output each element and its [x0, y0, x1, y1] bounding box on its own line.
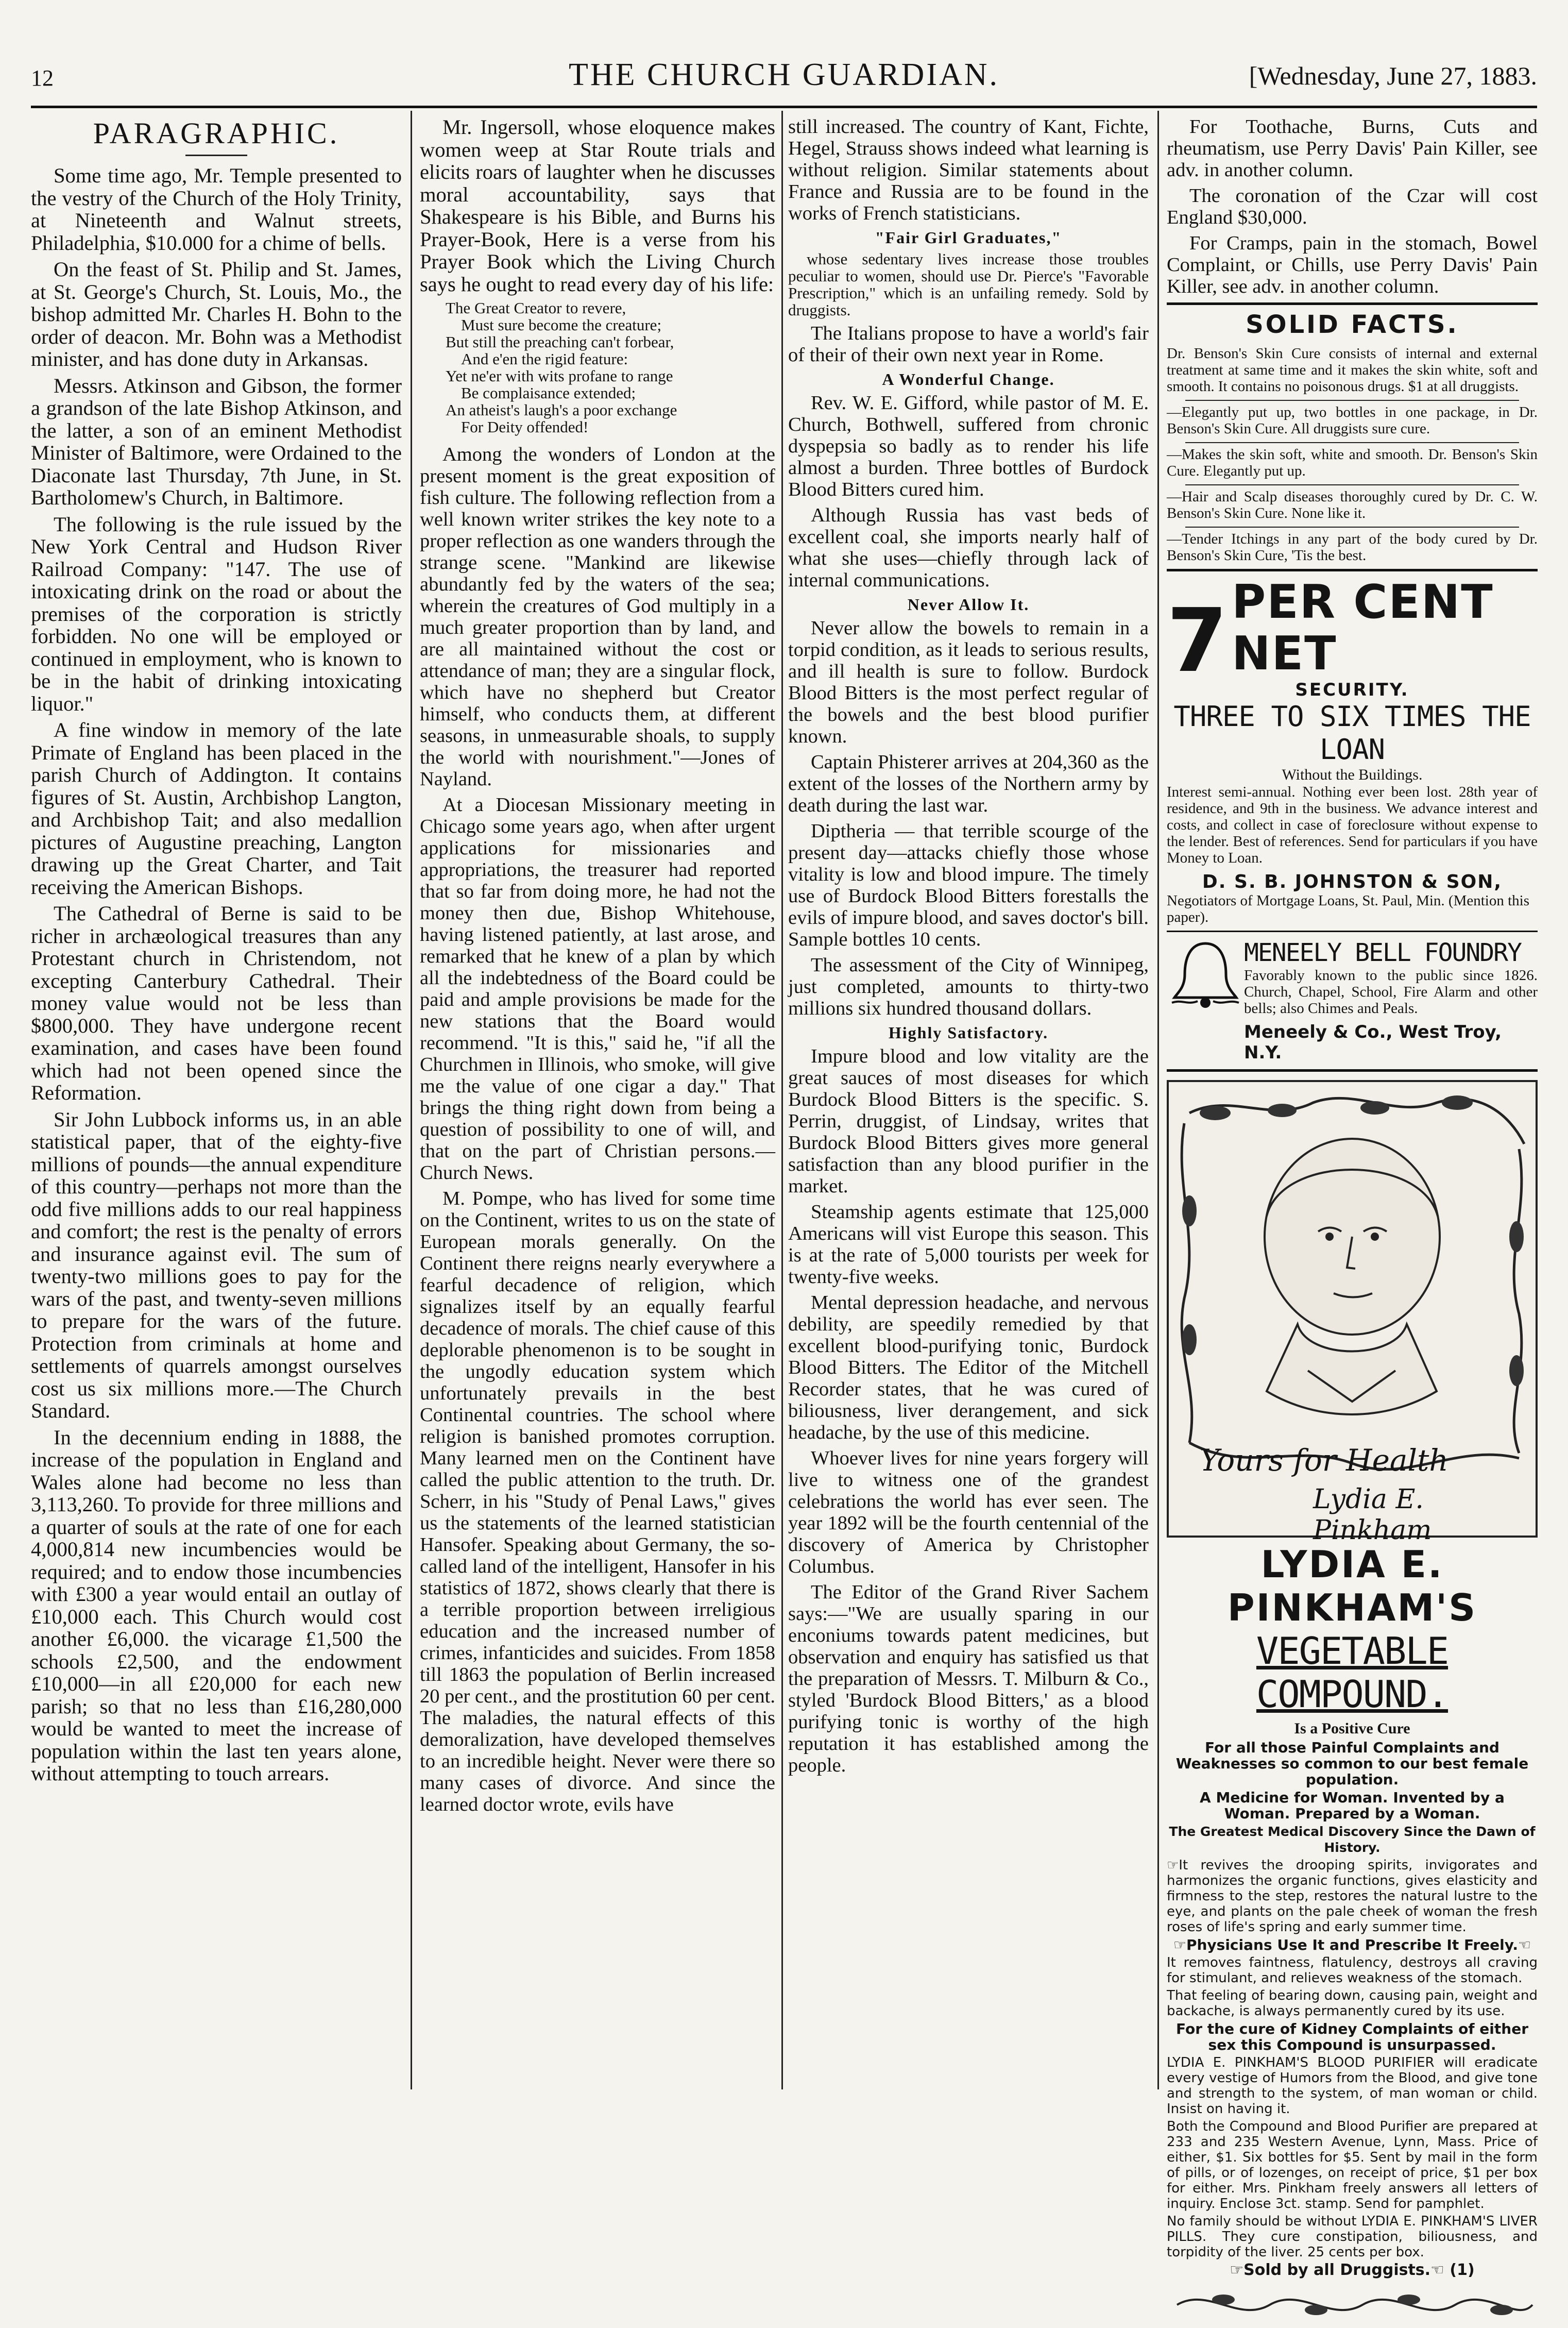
verse-line: Yet ne'er with wits profane to range	[446, 367, 673, 385]
pinkham-body: Both the Compound and Blood Purifier are prepared at 233 and 235 Western Avenue, Lynn, Mass. Price of either, $1. Six bottles for $5. Sent by mail in the form of pills, or of lozenges, on receipt of price, $1 per box for either. Mrs. Pinkham freely answers all letters of inquiry. Enclose 3ct. stamp. Send for pamphlet.	[1167, 2119, 1538, 2212]
article-paragraph: Captain Phisterer arrives at 204,360 as the extent of the losses of the Northern army by death during the last war.	[788, 751, 1149, 816]
article-paragraph: Steamship agents estimate that 125,000 Americans will vist Europe this season. This is at the rate of 5,000 tourists per week for twenty-five weeks.	[788, 1201, 1149, 1288]
article-paragraph: Impure blood and low vitality are the great sauces of most diseases for which Burdock Blood Bitters is the specific. S. Perrin, druggist, of Lindsay, writes that Burdock Blood Bitters gives more general satisfaction than any blood purifier in the market.	[788, 1045, 1149, 1197]
masthead-title: THE CHURCH GUARDIAN.	[568, 57, 1000, 92]
heading-rule	[185, 155, 247, 156]
ad-rule	[1167, 1069, 1538, 1072]
column-2	[420, 116, 775, 2089]
page-number: 12	[31, 65, 54, 91]
signature-line-2: Lydia E. Pinkham	[1313, 1484, 1432, 1546]
article-paragraph: Never allow the bowels to remain in a torpid condition, as it leads to serious results, and ill health is sure to follow. Burdock Blood Bitters is the most perfect regular of the bowels and the best blood purifier known.	[788, 617, 1149, 747]
ad-separator	[1185, 442, 1519, 443]
article-paragraph: For Cramps, pain in the stomach, Bowel Complaint, or Chills, use Perry Davis' Pain Killer, see adv. in another column.	[1167, 232, 1538, 297]
verse-line: But still the preaching can't forbear,	[446, 333, 674, 351]
article-paragraph: The Editor of the Grand River Sachem says:—"We are usually sparing in our enconiums towards patent medicines, but observation and enquiry has satisfied us that the preparation of Messrs. T. Milburn & Co., styled 'Burdock Blood Bitters,' as a blood purifying tonic is worthy of the high reputation it has established among the people.	[788, 1581, 1149, 1776]
loan-body: Interest semi-annual. Nothing ever been lost. 28th year of residence, and 9th in the business. We advance interest and costs, and collect in case of foreclosure without expense to the lender. Best of references. Send for particulars if you have Money to Loan.	[1167, 784, 1538, 866]
section-heading: PARAGRAPHIC.	[93, 116, 340, 150]
loan-rate-text: PER CENT NET	[1232, 575, 1494, 681]
bell-icon	[1167, 938, 1244, 1010]
article-paragraph: A fine window in memory of the late Primate of England has been placed in the parish Church of Addington. It contains figures of St. Austin, Archbishop Langton, and Archbishop Tait; and also medallion pictures of Augustine preaching, Langton drawing up the Great Charter, and Tait receiving the American Bishops.	[31, 718, 402, 899]
ad-separator	[1185, 527, 1519, 528]
article-paragraph: Whoever lives for nine years forgery will live to witness one of the grandest celebrations the world has ever seen. The year 1892 will be the fourth centennial of the discovery of America by Christopher Columbus.	[788, 1447, 1149, 1577]
solid-facts-ad	[1167, 310, 1538, 564]
pinkham-tagline: Is a Positive Cure	[1294, 1720, 1410, 1737]
ad-heading: SOLID FACTS.	[1246, 310, 1459, 339]
column-3	[788, 116, 1149, 2089]
bell-body: Favorably known to the public since 1826. Church, Chapel, School, Fire Alarm and other bells; also Chimes and Peals.	[1244, 967, 1538, 1017]
bell-ad-text	[1244, 938, 1538, 1063]
ad-text: —Tender Itchings in any part of the body cured by Dr. Benson's Skin Cure, 'Tis the best.	[1167, 531, 1538, 564]
signature-line-1: Yours for Health	[1200, 1443, 1448, 1478]
pinkham-line: For all those Painful Complaints and Weaknesses so common to our best female population.	[1175, 1739, 1529, 1788]
loan-without: Without the Buildings.	[1282, 766, 1423, 783]
article-paragraph: On the feast of St. Philip and St. James, at St. George's Church, St. Louis, Mo., the bishop admitted Mr. Charles H. Bohn to the order of deacon. Mr. Bohn was a Methodist minister, and has done duty in Arkansas.	[31, 258, 402, 370]
bell-foundry-ad	[1167, 938, 1538, 1063]
article-paragraph: The following is the rule issued by the New York Central and Hudson River Railroad Company: "147. The use of intoxicating drink on the road or about the premises of the corporation is strictly forbidden. No one will be employed or continued in employment, who is known to be in the habit of drinking intoxicating liquor."	[31, 512, 402, 715]
pinkham-body: ☞Physicians Use It and Prescribe It Freely.☜	[1173, 1936, 1531, 1953]
ad-rule	[1167, 569, 1538, 571]
header-rule	[31, 106, 1537, 108]
article-paragraph: Among the wonders of London at the present moment is the great exposition of fish culture. The following reflection from a well known writer strikes the key note to a proper reflection as one wanders through the strange scene. "Mankind are likewise abundantly fed by the waters of the sea; wherein the creatures of God multiply in a much greater proportion than by land, and are all maintained without the cost or attendance of man; they are a singular flock, which have no shepherd but Creator himself, who conducts them, at different seasons, in unmeasurable shoals, to supply the world with nourishment."—Jones of Nayland.	[420, 444, 775, 790]
loan-times: THREE TO SIX TIMES THE LOAN	[1173, 700, 1531, 766]
ad-text: —Elegantly put up, two bottles in one package, in Dr. Benson's Skin Cure. All druggists sure cure.	[1167, 404, 1538, 437]
article-paragraph: At a Diocesan Missionary meeting in Chicago some years ago, when after urgent applications for missionaries and appropriations, the treasurer had reported that so far from doing more, he had not the money then due, Bishop Whitehouse, having listened patiently, at last arose, and remarked that he knew of a plan by which all the indebtedness of the Board could be paid and ample provisions be made for the new stations that the Board would recommend. "It is this," said he, "if all the Churchmen in Illinois, who smoke, will give me the value of one cigar a day." That brings the thing right down from being a question of possibility to one of will, and that on the part of Christian persons.—Church News.	[420, 794, 775, 1184]
column-4	[1167, 116, 1538, 2279]
pinkham-line: A Medicine for Woman. Invented by a Woman. Prepared by a Woman.	[1200, 1789, 1505, 1822]
verse-line: And e'en the rigid feature:	[461, 350, 628, 368]
article-paragraph: Sir John Lubbock informs us, in an able statistical paper, that of the eighty-five millions of pounds—the annual expenditure of this country—perhaps not more than the odd five millions adds to our real happiness and comfort; the rest is the penalty of errors and insurance against evil. The sum of twenty-two millions goes to pay for the wars of the past, and twenty-seven millions to prepare for the wars of the future. Protection from criminals at home and settlements of quarrels amongst ourselves cost us six millions more.—The Church Standard.	[31, 1107, 402, 1422]
column-1	[31, 116, 402, 2089]
pinkham-portrait	[1167, 1080, 1538, 1546]
pinkham-body: For the cure of Kidney Complaints of either sex this Compound is unsurpassed.	[1175, 2020, 1529, 2053]
article-paragraph: The coronation of the Czar will cost England $30,000.	[1167, 185, 1538, 228]
issue-date: [Wednesday, June 27, 1883.	[1249, 61, 1537, 90]
article-paragraph: Mr. Ingersoll, whose eloquence makes women weep at Star Route trials and elicits roars of laughter when he discusses moral accountability, says that Shakespeare is his Bible, and Burns his Prayer-Book, Here is a verse from his Prayer Book which the Living Church says he ought to read every day of his life:	[420, 115, 775, 296]
article-paragraph: The Cathedral of Berne is said to be richer in archæological treasures than any Protestant church in Christendom, not excepting Canterbury Cathedral. Their money value would not be less than $800,000. They have undergone recent examination, and cases have been found which had not been opened since the Reformation.	[31, 902, 402, 1104]
pinkham-name: LYDIA E. PINKHAM'S	[1227, 1543, 1477, 1629]
column-divider	[1157, 111, 1159, 2089]
pinkham-product: VEGETABLE COMPOUND.	[1256, 1629, 1448, 1716]
loan-firm-sub: Negotiators of Mortgage Loans, St. Paul, Min. (Mention this paper).	[1167, 892, 1529, 925]
article-paragraph: Messrs. Atkinson and Gibson, the former a grandson of the late Bishop Atkinson, and the latter, a son of an eminent Methodist Minister of Baltimore, were Ordained to the Diaconate last Thursday, 7th June, in St. Bartholomew's Church, in Baltimore.	[31, 374, 402, 509]
article-paragraph: M. Pompe, who has lived for some time on the Continent, writes to us on the state of European morals generally. On the Continent there reigns nearly everywhere a fearful decadence of religion, which signalizes itself by an equally fearful decadence of morals. The chief cause of this deplorable phenomenon is to be sought in the ungodly education system which unfortunately prevails in the best Continental countries. The school where religion is banished promotes corruption. Many learned men on the Continent have called the public attention to the truth. Dr. Scherr, in his "Study of Penal Laws," gives us the statements of the learned statistician Hansofer. Speaking about Germany, the so-called land of the intelligent, Hansofer in his statistics of 1872, shows clearly that there is a terrible proportion between irreligious education and the increased number of crimes, infanticides and suicides. From 1858 till 1863 the population of Berlin increased 20 per cent., and the prostitution 60 per cent. The maladies, the natural effects of this demoralization, have developed themselves to an incredible height. Never were there so many cases of divorce. And since the learned doctor wrote, evils have	[420, 1188, 775, 1815]
pinkham-body: ☞It revives the drooping spirits, invigorates and harmonizes the organic functions, gives elasticity and firmness to the step, restores the natural lustre to the eye, and plants on the pale cheek of woman the fresh roses of life's spring and early summer time.	[1167, 1858, 1538, 1935]
verse-line: For Deity offended!	[461, 418, 589, 436]
pinkham-body: It removes faintness, flatulency, destroys all craving for stimulant, and relieves weakness of the stomach.	[1167, 1955, 1538, 1986]
pinkham-sold: ☞Sold by all Druggists.☜ (1)	[1230, 2261, 1475, 2279]
article-paragraph: Rev. W. E. Gifford, while pastor of M. E. Church, Bothwell, suffered from chronic dyspepsia so badly as to render his life almost a burden. Three bottles of Burdock Blood Bitters cured him.	[788, 392, 1149, 500]
verse-line: An atheist's laugh's a poor exchange	[446, 401, 677, 419]
bell-firm: Meneely & Co., West Troy, N.Y.	[1244, 1022, 1502, 1063]
bell-heading: MENEELY BELL FOUNDRY	[1244, 938, 1521, 967]
loan-security: SECURITY.	[1295, 680, 1409, 700]
pinkham-body: No family should be without LYDIA E. PINKHAM'S LIVER PILLS. They cure constipation, biliousness, and torpidity of the liver. 25 cents per box.	[1167, 2214, 1538, 2260]
verse-line: Be complaisance extended;	[461, 384, 636, 402]
page-header	[31, 57, 1537, 103]
decorative-border	[1167, 2284, 1538, 2325]
ad-text: Dr. Benson's Skin Cure consists of internal and external treatment at same time and it makes the skin white, soft and smooth. It contains no poisonous drugs. $1 at all druggists.	[1167, 345, 1538, 395]
pinkham-line: The Greatest Medical Discovery Since the Dawn of History.	[1169, 1824, 1536, 1855]
article-paragraph: The Italians propose to have a world's fair of their of their own next year in Rome.	[788, 323, 1149, 366]
verse-line: Must sure become the creature;	[461, 316, 662, 334]
article-paragraph: For Toothache, Burns, Cuts and rheumatism, use Perry Davis' Pain Killer, see adv. in another column.	[1167, 116, 1538, 181]
article-paragraph: The assessment of the City of Winnipeg, just completed, amounts to thirty-two millions six hundred thousand dollars.	[788, 954, 1149, 1019]
ad-text: —Hair and Scalp diseases thoroughly cured by Dr. C. W. Benson's Skin Cure. None like it.	[1167, 488, 1538, 521]
pinkham-body: LYDIA E. PINKHAM'S BLOOD PURIFIER will eradicate every vestige of Humors from the Blood, and give tone and strength to the system, of man woman or child. Insist on having it.	[1167, 2055, 1538, 2117]
item-subheading: Never Allow It.	[907, 595, 1030, 614]
ad-rule	[1167, 302, 1538, 305]
loan-rate-figure: 7	[1167, 590, 1228, 692]
notice-text: whose sedentary lives increase those troubles peculiar to women, should use Dr. Pierce's "Favorable Prescription," which is an unfailing remedy. Sold by druggists.	[788, 250, 1149, 319]
verse	[420, 299, 775, 435]
ad-rule	[1167, 931, 1538, 932]
article-paragraph: In the decennium ending in 1888, the increase of the population in England and Wales alone had become no less than 3,113,260. To provide for three millions and a quarter of souls at the rate of one for each 4,000,814 new incumbencies would be required; and to endow those incumbencies with £300 a year would entail an outlay of £10,000 each. This Church would cost another £6,000. the vicarage £1,500 the schools £2,500, and the endowment £10,000—in all £20,000 for each new parish; so that no less than £16,280,000 would be wanted to meet the increase of population within the last ten years alone, without attempting to touch arrears.	[31, 1425, 402, 1785]
column-divider	[411, 111, 412, 2089]
loan-firm: D. S. B. JOHNSTON & SON,	[1202, 871, 1503, 892]
verse-line: The Great Creator to revere,	[446, 299, 626, 317]
item-subheading: "Fair Girl Graduates,"	[875, 228, 1062, 247]
pinkham-ad	[1167, 1080, 1538, 2328]
article-paragraph: Although Russia has vast beds of excellent coal, she imports nearly half of what she uses—chiefly through lack of internal communications.	[788, 504, 1149, 591]
column-divider	[781, 111, 783, 2089]
loan-ad	[1167, 577, 1538, 925]
ad-text: —Makes the skin soft, white and smooth. Dr. Benson's Skin Cure. Elegantly put up.	[1167, 446, 1538, 479]
pinkham-body: That feeling of bearing down, causing pain, weight and backache, is always permanently cured by its use.	[1167, 1988, 1538, 2019]
ad-separator	[1185, 484, 1519, 485]
article-paragraph: still increased. The country of Kant, Fichte, Hegel, Strauss shows indeed what learning is without religion. Similar statements about France and Russia are to be found in the works of French statisticians.	[788, 116, 1149, 224]
article-paragraph: Some time ago, Mr. Temple presented to the vestry of the Church of the Holy Trinity, at Nineteenth and Walnut streets, Philadelphia, $10.000 for a chime of bells.	[31, 164, 402, 255]
ad-separator	[1185, 400, 1519, 401]
article-paragraph: Mental depression headache, and nervous debility, are speedily remedied by that excellent blood-purifying tonic, Burdock Blood Bitters. The Editor of the Mitchell Recorder states, that he was cured of biliousness, liver derangement, and sick headache, by the use of this medicine.	[788, 1292, 1149, 1443]
item-subheading: Highly Satisfactory.	[888, 1023, 1049, 1042]
item-subheading: A Wonderful Change.	[882, 370, 1055, 389]
article-paragraph: Diptheria — that terrible scourge of the present day—attacks chiefly those whose vitality is low and blood impure. The timely use of Burdock Blood Bitters forestalls the evils of impure blood, and saves doctor's bill. Sample bottles 10 cents.	[788, 820, 1149, 950]
